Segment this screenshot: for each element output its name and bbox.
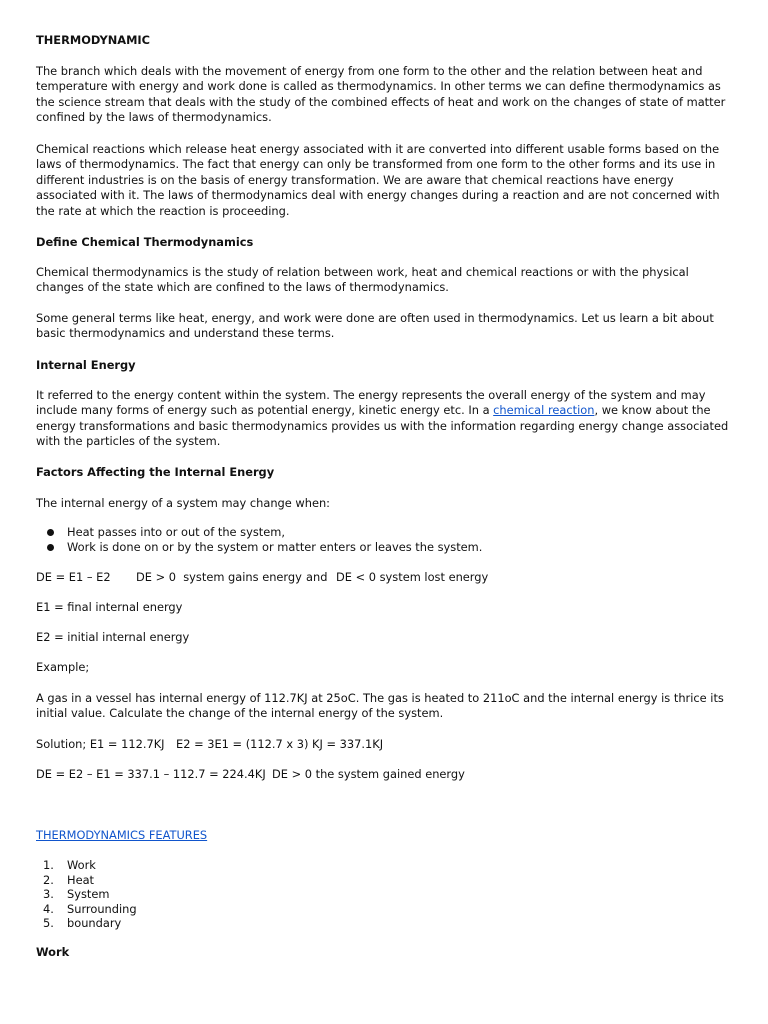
list-number: 3. bbox=[43, 887, 54, 901]
solution-e2: E2 = 3E1 = (112.7 x 3) KJ = 337.1KJ bbox=[176, 737, 384, 751]
factors-intro: The internal energy of a system may change when: bbox=[36, 496, 331, 510]
list-item bbox=[36, 525, 730, 540]
list-text: System bbox=[67, 887, 110, 901]
list-item bbox=[36, 873, 730, 888]
features-heading bbox=[36, 828, 730, 843]
list-item bbox=[36, 887, 730, 902]
internal-energy-heading: Internal Energy bbox=[36, 358, 136, 372]
internal-energy-paragraph bbox=[36, 388, 730, 450]
intro-paragraph-2: Chemical reactions which release heat energy associated with it are converted into different usable forms based on the laws of thermodynamics. The fact that energy can only be transformed from one form to the other forms and its use in different industries is on the basis of energy transformation. We are aware that chemical reactions have energy associated with it. The laws of thermodynamics deal with energy changes during a reaction and are not concerned with the rate at which the reaction is proceeding. bbox=[36, 142, 720, 218]
formula-line bbox=[36, 570, 730, 585]
e2-definition: E2 = initial internal energy bbox=[36, 630, 190, 644]
bullet-icon bbox=[47, 544, 54, 551]
solution-line-1 bbox=[36, 737, 730, 752]
internal-text-after: , we know about the energy transformations and basic thermodynamics provides us with the information regarding energy change associated with the particles of the system. bbox=[36, 403, 729, 449]
list-item bbox=[36, 540, 730, 555]
list-text: Work bbox=[67, 858, 96, 872]
thermodynamics-features-link[interactable]: THERMODYNAMICS FEATURES bbox=[36, 828, 208, 842]
example-label: Example; bbox=[36, 660, 90, 674]
solution-conclusion: DE > 0 the system gained energy bbox=[272, 767, 465, 781]
internal-text-before: It referred to the energy content within the system. The energy represents the overall energy of the system and may include many forms of energy such as potential energy, kinetic energy etc. In a bbox=[36, 388, 706, 418]
list-number: 5. bbox=[43, 916, 54, 930]
bullet-icon bbox=[47, 529, 54, 536]
define-paragraph-2: Some general terms like heat, energy, and work were done are often used in thermodynamics. Let us learn a bit about basic thermodynamics and understand these terms. bbox=[36, 311, 714, 341]
solution-e1: Solution; E1 = 112.7KJ bbox=[36, 737, 165, 751]
formula-loss: DE < 0 system lost energy bbox=[336, 570, 489, 584]
define-heading: Define Chemical Thermodynamics bbox=[36, 235, 254, 249]
example-problem: A gas in a vessel has internal energy of 112.7KJ at 25oC. The gas is heated to 211oC and the internal energy is thrice its initial value. Calculate the change of the internal energy of the system. bbox=[36, 691, 724, 721]
list-item bbox=[36, 858, 730, 873]
document-title: THERMODYNAMIC bbox=[36, 33, 151, 47]
factors-bullet-list bbox=[36, 525, 730, 554]
solution-de: DE = E2 – E1 = 337.1 – 112.7 = 224.4KJ bbox=[36, 767, 266, 781]
list-text: Surrounding bbox=[67, 901, 137, 916]
solution-line-2 bbox=[36, 767, 730, 782]
define-paragraph-1: Chemical thermodynamics is the study of relation between work, heat and chemical reactions or with the physical changes of the state which are confined to the laws of thermodynamics. bbox=[36, 265, 689, 295]
formula-gain: DE > 0 system gains energy bbox=[136, 570, 302, 584]
features-list bbox=[36, 858, 730, 931]
list-number: 4. bbox=[43, 901, 54, 916]
list-text: boundary bbox=[67, 916, 122, 930]
intro-paragraph-1: The branch which deals with the movement of energy from one form to the other and the relation between heat and temperature with energy and work done is called as thermodynamics. In other terms we can define thermodynamics as the science stream that deals with the study of the combined effects of heat and work on the changes of state of matter confined by the laws of thermodynamics. bbox=[36, 64, 726, 125]
bullet-text: Heat passes into or out of the system, bbox=[67, 525, 285, 539]
list-text: Heat bbox=[67, 872, 95, 887]
formula-de: DE = E1 – E2 bbox=[36, 570, 111, 584]
chemical-reaction-link[interactable]: chemical reaction bbox=[493, 403, 595, 418]
work-heading: Work bbox=[36, 945, 70, 959]
list-item bbox=[36, 902, 730, 917]
e1-definition: E1 = final internal energy bbox=[36, 600, 183, 614]
list-item bbox=[36, 916, 730, 931]
bullet-text: Work is done on or by the system or matter enters or leaves the system. bbox=[67, 539, 483, 554]
factors-heading: Factors Affecting the Internal Energy bbox=[36, 465, 275, 479]
formula-and: and bbox=[306, 570, 328, 584]
list-number: 2. bbox=[43, 872, 54, 887]
list-number: 1. bbox=[43, 858, 54, 872]
